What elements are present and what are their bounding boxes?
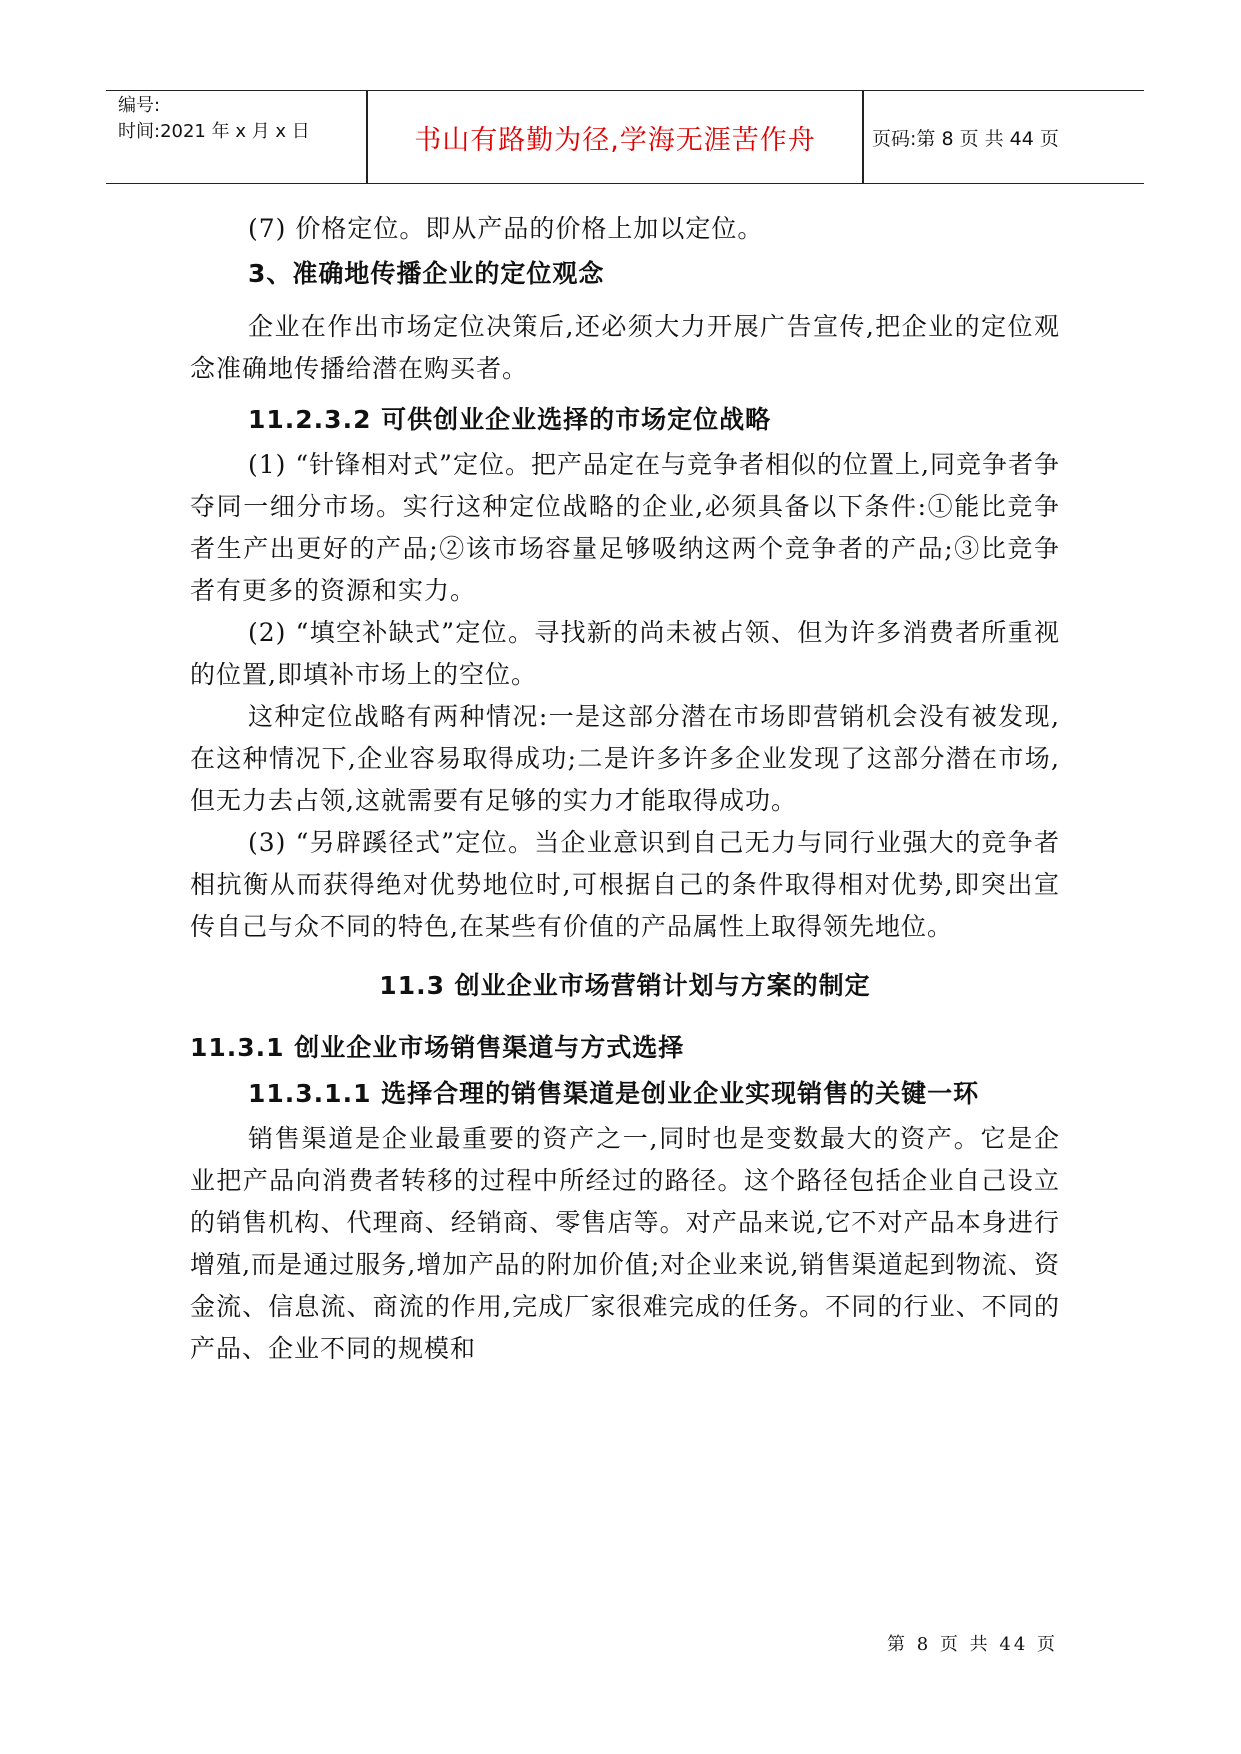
section-heading: 11.2.3.2 可供创业企业选择的市场定位战略 <box>248 405 772 434</box>
paragraph: (7) 价格定位。即从产品的价格上加以定位。 <box>248 214 764 243</box>
paragraph: 销售渠道是企业最重要的资产之一,同时也是变数最大的资产。它是企业把产品向消费者转移的过程中所经过的路径。这个路径包括企业自己设立的销售机构、代理商、经销商、零售店等。对产品来说,它不对产品本身进行增殖,而是通过服务,增加产品的附加价值;对企业来说,销售渠道起到物流、资金流、信息流、商流的作用,完成厂家很难完成的任务。不同的行业、不同的产品、企业不同的规模和 <box>190 1124 1060 1363</box>
section-heading: 11.3.1 创业企业市场销售渠道与方式选择 <box>190 1033 685 1062</box>
document-number-label: 编号: <box>118 95 161 116</box>
paragraph: (1) “针锋相对式”定位。把产品定在与竞争者相似的位置上,同竞争者争夺同一细分市场。实行这种定位战略的企业,必须具备以下条件:①能比竞争者生产出更好的产品;②该市场容量足够吸纳这两个竞争者的产品;③比竞争者有更多的资源和实力。 <box>190 450 1060 605</box>
paragraph: 企业在作出市场定位决策后,还必须大力开展广告宣传,把企业的定位观念准确地传播给潜在购买者。 <box>190 312 1060 383</box>
paragraph: (2) “填空补缺式”定位。寻找新的尚未被占领、但为许多消费者所重视的位置,即填补市场上的空位。 <box>190 618 1060 689</box>
page-header <box>106 90 1144 184</box>
document-time-label: 时间:2021 年 x 月 x 日 <box>118 121 310 142</box>
document-body <box>190 208 1060 1370</box>
header-meta <box>118 93 310 145</box>
section-heading: 3、准确地传播企业的定位观念 <box>248 259 605 288</box>
chapter-heading: 11.3 创业企业市场营销计划与方案的制定 <box>379 971 871 1000</box>
paragraph: 这种定位战略有两种情况:一是这部分潜在市场即营销机会没有被发现,在这种情况下,企业容易取得成功;二是许多许多企业发现了这部分潜在市场,但无力去占领,这就需要有足够的实力才能取得成功。 <box>190 702 1060 815</box>
header-motto: 书山有路勤为径,学海无涯苦作舟 <box>414 124 816 156</box>
subsection-heading: 11.3.1.1 选择合理的销售渠道是创业企业实现销售的关键一环 <box>248 1079 980 1108</box>
header-divider <box>862 91 864 183</box>
page-footer-number: 第 8 页 共 44 页 <box>887 1634 1058 1655</box>
paragraph: (3) “另辟蹊径式”定位。当企业意识到自己无力与同行业强大的竞争者相抗衡从而获得绝对优势地位时,可根据自己的条件取得相对优势,即突出宣传自己与众不同的特色,在某些有价值的产品属性上取得领先地位。 <box>190 828 1060 941</box>
header-page-info: 页码:第 8 页 共 44 页 <box>872 127 1059 150</box>
header-divider <box>366 91 368 183</box>
